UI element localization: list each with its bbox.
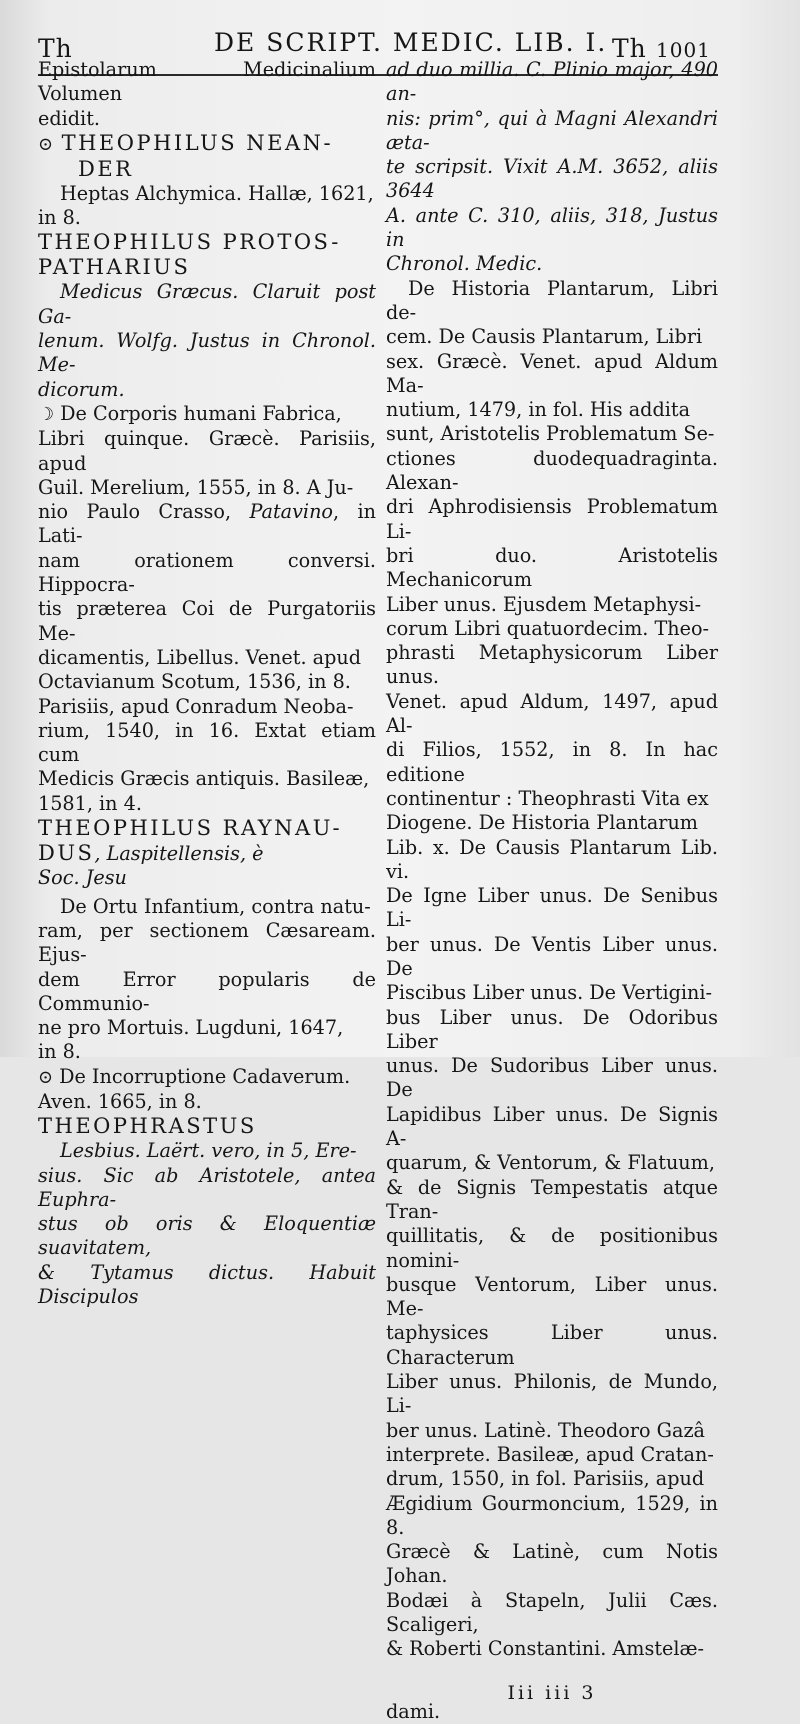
text-line: tis præterea Coi de Purgatoriis Me-: [38, 597, 376, 645]
text-line: & Roberti Constantini. Amstelæ-: [386, 1637, 705, 1661]
text-line: rium, 1540, in 16. Extat etiam cum: [38, 718, 376, 767]
text-line: Venet. apud Aldum, 1497, apud Al-: [386, 689, 718, 738]
text-line: dicorum.: [38, 377, 125, 401]
entry-heading-cont: PATHARIUS: [38, 255, 191, 280]
text-line: drum, 1550, in fol. Parisiis, apud: [386, 1467, 705, 1491]
text-line: te scripsit. Vixit A.M. 3652, aliis 3644: [386, 155, 718, 203]
text-line: nio Paulo Crasso, Patavino, in Lati-: [38, 500, 376, 548]
header-left-tag: Th: [38, 34, 73, 63]
text-line: corum Libri quatuordecim. Theo-: [386, 616, 710, 640]
text-line: cem. De Causis Plantarum, Libri: [386, 325, 703, 349]
signature-mark: Iii iii 3: [507, 1681, 597, 1704]
right-column: [386, 58, 718, 1724]
text-line: bus Liber unus. De Odoribus Liber: [386, 1005, 718, 1053]
entry-heading: THEOPHILUS PROTOS-: [38, 230, 341, 255]
entry-heading: THEOPHILUS RAYNAU-: [38, 816, 343, 841]
text-line: Octavianum Scotum, 1536, in 8.: [38, 670, 351, 694]
text-line: unus. De Sudoribus Liber unus. De: [386, 1054, 718, 1102]
text-line: Libri quinque. Græcè. Parisiis, apud: [38, 427, 376, 475]
text-line: bri duo. Aristotelis Mechanicorum: [386, 543, 718, 592]
text-line: Bodæi à Stapeln, Julii Cæs. Scaligeri,: [386, 1588, 718, 1636]
left-column: [38, 58, 376, 1309]
text-line: Heptas Alchymica. Hallæ, 1621,: [60, 181, 374, 205]
text-line: De Ortu Infantium, contra natu-: [60, 894, 371, 918]
text-line: ram, per sectionem Cæsaream. Ejus-: [38, 918, 376, 967]
text-line: dem Error popularis de Communio-: [38, 967, 376, 1015]
text-line: in 8.: [38, 206, 81, 230]
text-line: Medicis Græcis antiquis. Basileæ,: [38, 767, 370, 791]
text-line: Parisiis, apud Conradum Neoba-: [38, 694, 354, 718]
text-line: De Igne Liber unus. De Senibus Li-: [386, 884, 718, 932]
moon-symbol-icon: ☽: [38, 403, 55, 425]
text-line: ber unus. Latinè. Theodoro Gazâ: [386, 1418, 706, 1442]
text-line: taphysices Liber unus. Characterum: [386, 1321, 718, 1369]
text-line: Guil. Merelium, 1555, in 8. A Ju-: [38, 475, 354, 499]
sun-symbol-icon: ⊙: [38, 1066, 54, 1088]
text-line: sius. Sic ab Aristotele, antea Euphra-: [38, 1163, 376, 1211]
entry-heading-cont: Soc. Jesu: [38, 866, 127, 890]
text-line: sunt, Aristotelis Problematum Se-: [386, 422, 715, 446]
text-line: nam orationem conversi. Hippocra-: [38, 548, 376, 597]
text-line: Lesbius. Laërt. vero, in 5, Ere-: [60, 1139, 357, 1163]
text-line: nutium, 1479, in fol. His addita: [386, 398, 691, 422]
entry-heading-cont: DER: [78, 156, 134, 181]
text-line: Epistolarum Medicinalium Volumen: [38, 58, 376, 106]
text-line: ne pro Mortuis. Lugduni, 1647,: [38, 1016, 344, 1040]
text-line: edidit.: [38, 106, 101, 130]
text-line: Ægidium Gourmoncium, 1529, in 8.: [386, 1491, 718, 1539]
text-line: Aven. 1665, in 8.: [38, 1089, 202, 1113]
text-line: dri Aphrodisiensis Problematum Li-: [386, 495, 718, 543]
text-line: Medicus Græcus. Claruit post Ga-: [38, 280, 376, 328]
text-line: busque Ventorum, Liber unus. Me-: [386, 1272, 718, 1321]
text-line: Lapidibus Liber unus. De Signis A-: [386, 1102, 718, 1151]
text-line: ber unus. De Ventis Liber unus. De: [386, 932, 718, 980]
text-line: & de Signis Tempestatis atque Tran-: [386, 1175, 718, 1223]
text-line: quillitatis, & de positionibus nomini-: [386, 1224, 718, 1272]
header-title: DE SCRIPT. MEDIC. LIB. I.: [214, 28, 608, 57]
text-line: phrasti Metaphysicorum Liber unus.: [386, 641, 718, 689]
text-line: sex. Græcè. Venet. apud Aldum Ma-: [386, 349, 718, 397]
text-line: continentur : Theophrasti Vita ex: [386, 786, 709, 810]
text-line: dicamentis, Libellus. Venet. apud: [38, 645, 362, 669]
text-line: ad duo millia. C. Plinio major, 490 an-: [386, 58, 718, 106]
text-line: Liber unus. Philonis, de Mundo, Li-: [386, 1370, 718, 1418]
text-line: lenum. Wolfg. Justus in Chronol. Me-: [38, 329, 376, 377]
entry-heading: ⊙ THEOPHILUS NEAN-: [38, 130, 334, 155]
text-line: Græcè & Latinè, cum Notis Johan.: [386, 1540, 718, 1588]
text-line: quarum, & Ventorum, & Flatuum,: [386, 1151, 715, 1175]
text-line: ☽ De Corporis humani Fabrica,: [38, 401, 342, 425]
sun-symbol-icon: ⊙: [38, 133, 56, 155]
text-line: & Tytamus dictus. Habuit Discipulos: [38, 1260, 376, 1309]
text-line: A. ante C. 310, aliis, 318, Justus in: [386, 203, 718, 252]
text-line: nis: prim°, qui à Magni Alexandri æta-: [386, 106, 718, 154]
text-line: ⊙ De Incorruptione Cadaverum.: [38, 1064, 351, 1088]
text-line: Piscibus Liber unus. De Vertigini-: [386, 981, 712, 1005]
text-line: interprete. Basileæ, apud Cratan-: [386, 1442, 714, 1466]
text-line: Chronol. Medic.: [386, 252, 543, 276]
text-line: stus ob oris & Eloquentiæ suavitatem,: [38, 1212, 376, 1260]
entry-heading-cont: DUS, Laspitellensis, è: [38, 841, 264, 866]
text-line: di Filios, 1552, in 8. In hac editione: [386, 738, 718, 786]
catchword: dami.: [386, 1699, 441, 1723]
header-right-tag: Th: [612, 34, 647, 63]
text-line: De Historia Plantarum, Libri de-: [386, 276, 718, 324]
entry-heading: THEOPHRASTUS: [38, 1114, 257, 1139]
text-line: Diogene. De Historia Plantarum: [386, 811, 699, 835]
text-line: in 8.: [38, 1040, 81, 1064]
text-line: 1581, in 4.: [38, 791, 142, 815]
text-line: ctiones duodequadraginta. Alexan-: [386, 446, 718, 495]
text-line: Liber unus. Ejusdem Metaphysi-: [386, 592, 702, 616]
page-number: 1001: [656, 38, 711, 62]
text-line: Lib. x. De Causis Plantarum Lib. vi.: [386, 835, 718, 883]
